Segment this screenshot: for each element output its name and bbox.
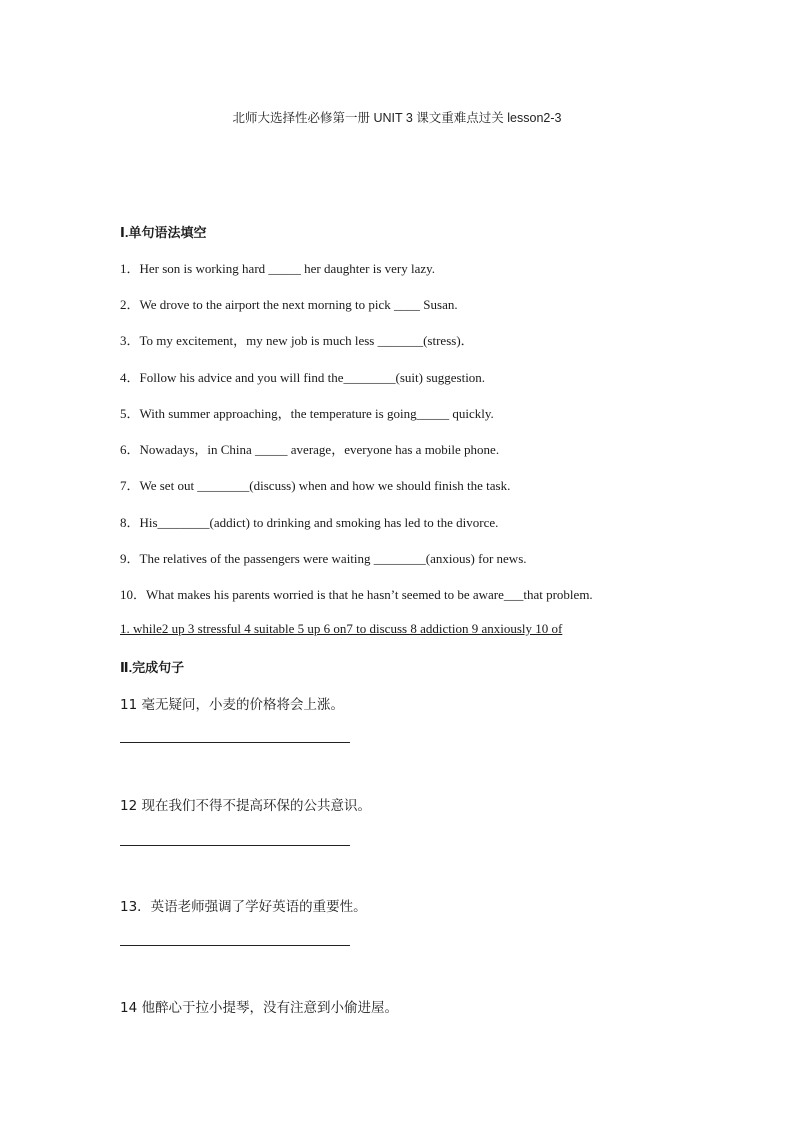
answer-line-13[interactable] xyxy=(120,945,350,946)
question-6: 6．Nowadays，in China _____ average，everyone has a mobile phone. xyxy=(120,442,500,457)
question-8: 8．His________(addict) to drinking and smoking has led to the divorce. xyxy=(120,515,499,530)
question-1: 1．Her son is working hard _____ her daughter is very lazy. xyxy=(120,261,436,276)
answer-line-11[interactable] xyxy=(120,742,350,743)
question-5: 5．With summer approaching，the temperature is going_____ quickly. xyxy=(120,406,494,421)
answer-key xyxy=(120,621,562,637)
document-title: 北师大选择性必修第一册 UNIT 3 课文重难点过关 lesson2-3 xyxy=(232,111,562,125)
question-7: 7．We set out ________(discuss) when and how we should finish the task. xyxy=(120,478,511,493)
question-9: 9．The relatives of the passengers were waiting ________(anxious) for news. xyxy=(120,551,527,566)
question-4: 4．Follow his advice and you will find the________(suit) suggestion. xyxy=(120,370,486,385)
section-heading-grammar: Ⅰ.单句语法填空 xyxy=(120,225,207,240)
answer-line-12[interactable] xyxy=(120,845,350,846)
section-heading-complete-sentences: Ⅱ.完成句子 xyxy=(120,660,185,675)
question-2: 2．We drove to the airport the next morning to pick ____ Susan. xyxy=(120,297,458,312)
question-10: 10．What makes his parents worried is that he hasn’t seemed to be aware___that problem. xyxy=(120,587,593,602)
answer-key-text: 1. while2 up 3 stressful 4 suitable 5 up 6 on7 to discuss 8 addiction 9 anxiously 10 of xyxy=(120,621,563,636)
sentence-item-11: 11 毫无疑问，小麦的价格将会上涨。 xyxy=(120,697,344,713)
sentence-item-12: 12 现在我们不得不提高环保的公共意识。 xyxy=(120,798,371,814)
question-3: 3．To my excitement，my new job is much less _______(stress)． xyxy=(120,333,474,348)
sentence-item-13: 13．英语老师强调了学好英语的重要性。 xyxy=(120,899,367,915)
sentence-item-14: 14 他醉心于拉小提琴，没有注意到小偷进屋。 xyxy=(120,1000,398,1016)
